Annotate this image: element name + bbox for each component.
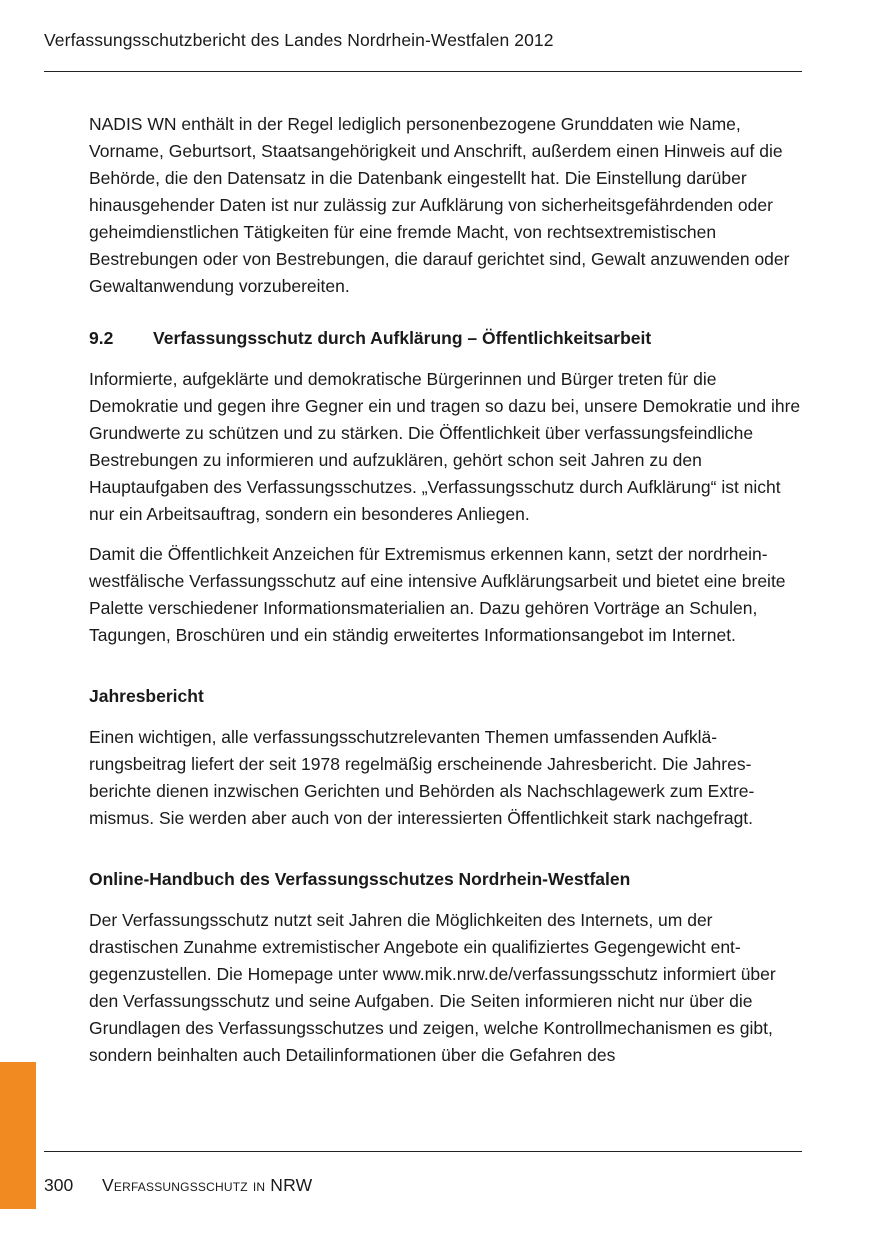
- section-heading: [89, 325, 802, 352]
- running-header: Verfassungsschutzbericht des Landes Nordrhein-Westfalen 2012: [44, 30, 554, 50]
- paragraph-oeffentlichkeit: Damit die Öffentlichkeit Anzeichen für Extremismus erkennen kann, setzt der nordrhein-westfälische Verfassungsschutz auf eine intensive Aufklärungsarbeit und bietet eine breite Palette verschiedener Informationsmaterialien an. Dazu gehören Vorträge an Schulen, Tagungen, Broschüren und ein ständig erweitertes Informationsangebot im Internet.: [89, 544, 786, 645]
- footer-accent-bar: [0, 1062, 36, 1209]
- chapter-title: Verfassungsschutz in NRW: [102, 1175, 313, 1195]
- section-title: Verfassungsschutz durch Aufklärung – Öffentlichkeitsarbeit: [153, 328, 652, 348]
- footer-rule: [44, 1151, 802, 1152]
- paragraph-online-handbuch: Der Verfassungsschutz nutzt seit Jahren die Möglichkeiten des Internets, um der drastischen Zunahme extremistischer Angebote ein qualifiziertes Gegengewicht entgegenzustellen. Die Homepage unter www.mik.nrw.de/verfassungsschutz informiert über den Verfassungsschutz und seine Aufgaben. Die Seiten informieren nicht nur über die Grundlagen des Verfassungsschutzes und zeigen, welche Kontrollmechanismen es gibt, sondern beinhalten auch Detailinformationen über die Gefahren des: [89, 910, 776, 1065]
- paragraph-nadis: NADIS WN enthält in der Regel lediglich personenbezogene Grunddaten wie Name, Vorname, Geburtsort, Staatsangehörigkeit und Anschrift, außerdem einen Hinweis auf die Behörde, die den Datensatz in die Datenbank eingestellt hat. Die Einstellung darüber hinausgehender Daten ist nur zulässig zur Aufklärung von sicherheitsgefährdenden oder geheimdienstlichen Tätigkeiten für eine fremde Macht, von rechtsextremistischen Bestrebungen oder von Bestrebungen, die darauf gerichtet sind, Gewalt anzuwenden oder Gewaltanwendung vorzubereiten.: [89, 114, 790, 296]
- paragraph-informierte: Informierte, aufgeklärte und demokratische Bürgerinnen und Bürger treten für die Demokratie und gegen ihre Gegner ein und tragen so dazu bei, unsere Demokratie und ihre Grundwerte zu schützen und zu stärken. Die Öffentlichkeit über verfassungsfeindliche Bestrebungen zu informieren und aufzuklären, gehört schon seit Jahren zu den Hauptaufgaben des Verfassungsschutzes. „Verfassungsschutz durch Aufklärung“ ist nicht nur ein Arbeitsauftrag, sondern ein besonderes Anliegen.: [89, 369, 801, 524]
- header-rule: [44, 71, 802, 72]
- section-number: 9.2: [89, 328, 114, 348]
- subheading-jahresbericht: Jahresbericht: [89, 686, 204, 706]
- page-footer: [44, 1175, 312, 1196]
- subheading-online-handbuch: Online-Handbuch des Verfassungsschutzes Nordrhein-Westfalen: [89, 869, 631, 889]
- page-number: 300: [44, 1175, 74, 1195]
- page-body: [89, 111, 802, 1069]
- paragraph-jahresbericht: Einen wichtigen, alle verfassungsschutzrelevanten Themen umfassenden Aufklärungsbeitrag liefert der seit 1978 regelmäßig erscheinende Jahresbericht. Die Jahresberichte dienen inzwischen Gerichten und Behörden als Nachschlagewerk zum Extremismus. Sie werden aber auch von der interessierten Öffentlichkeit stark nachgefragt.: [89, 727, 755, 828]
